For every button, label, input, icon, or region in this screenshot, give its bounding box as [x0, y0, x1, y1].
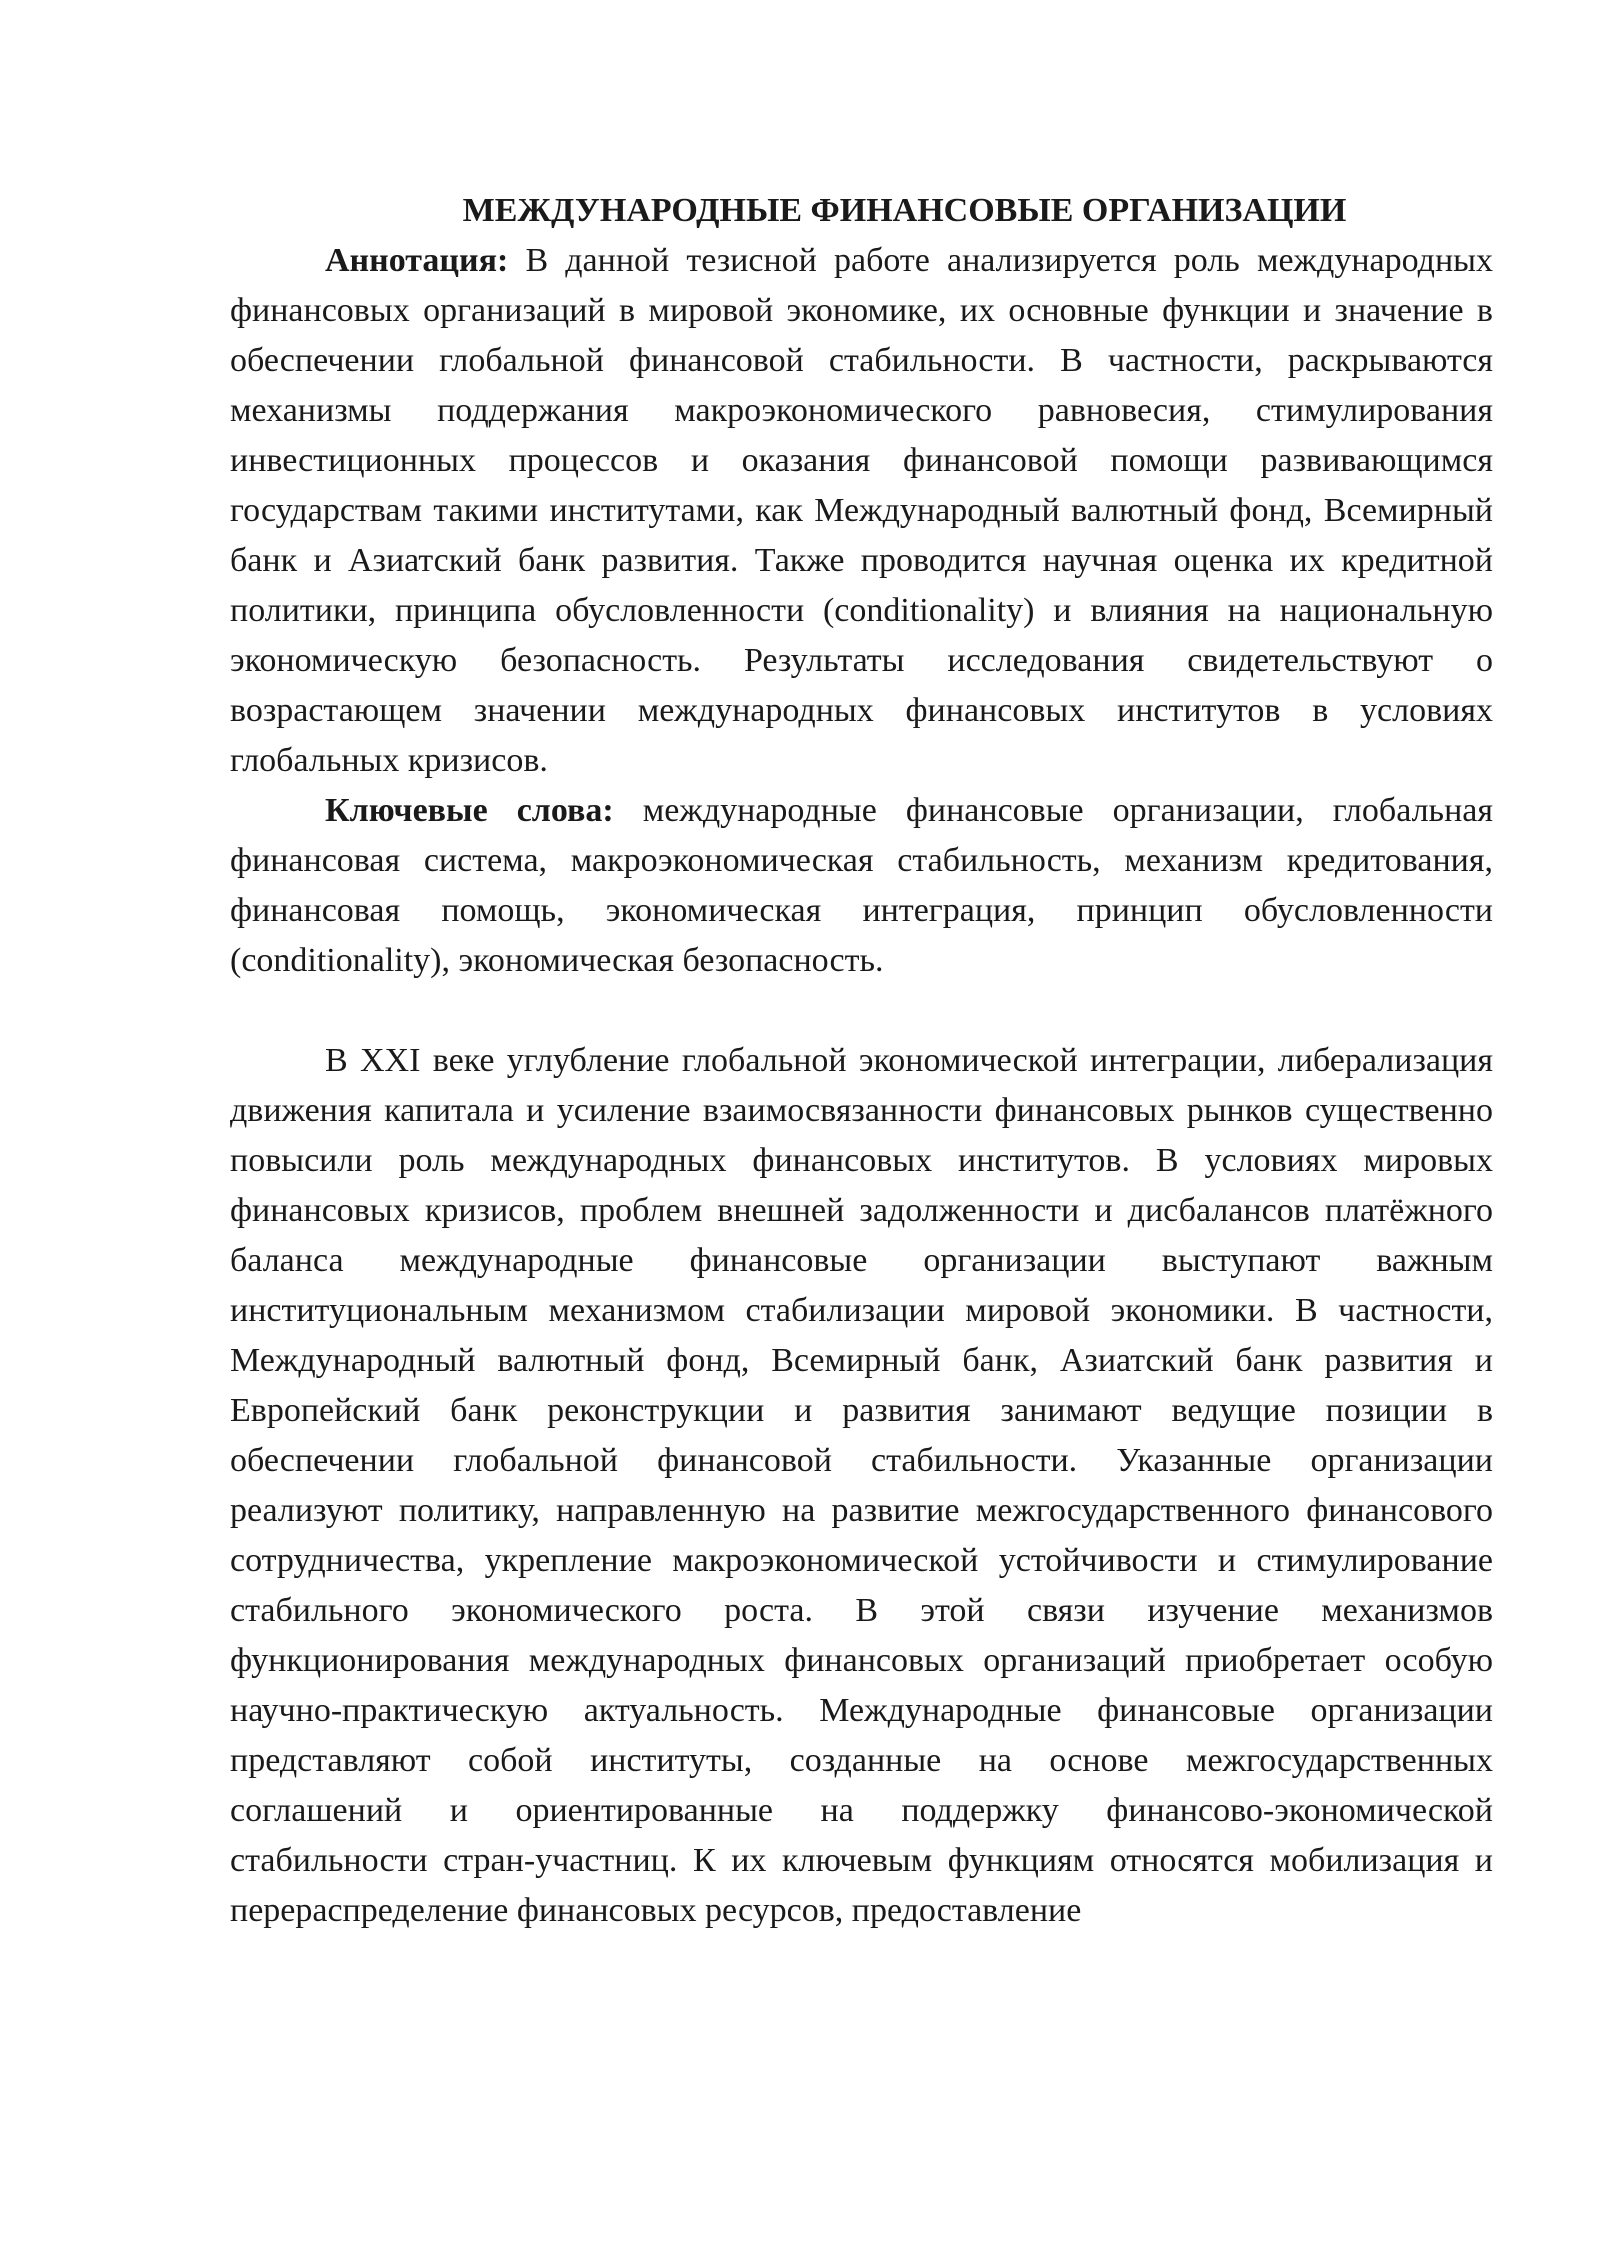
document-page [230, 186, 1493, 1936]
paragraph-spacer [230, 986, 1493, 1036]
keywords-text: международные финансовые организации, глобальная финансовая система, макроэкономическая стабильность, механизм кредитования, финансовая помощь, экономическая интеграция, принцип обусловленности (conditionality), экономическая безопасность. [230, 792, 1493, 979]
body-paragraph: В XXI веке углубление глобальной экономической интеграции, либерализация движения капитала и усиление взаимосвязанности финансовых рынков существенно повысили роль международных финансовых институтов. В условиях мировых финансовых кризисов, проблем внешней задолженности и дисбалансов платёжного баланса международные финансовые организации выступают важным институциональным механизмом стабилизации мировой экономики. В частности, Международный валютный фонд, Всемирный банк, Азиатский банк развития и Европейский банк реконструкции и развития занимают ведущие позиции в обеспечении глобальной финансовой стабильности. Указанные организации реализуют политику, направленную на развитие межгосударственного финансового сотрудничества, укрепление макроэкономической устойчивости и стимулирование стабильного экономического роста. В этой связи изучение механизмов функционирования международных финансовых организаций приобретает особую научно-практическую актуальность. Международные финансовые организации представляют собой институты, созданные на основе межгосударственных соглашений и ориентированные на поддержку финансово-экономической стабильности стран-участниц. К их ключевым функциям относятся мобилизация и перераспределение финансовых ресурсов, предоставление [230, 1042, 1493, 1929]
keywords-paragraph [230, 786, 1493, 986]
annotation-label: Аннотация: [325, 242, 509, 279]
document-title: МЕЖДУНАРОДНЫЕ ФИНАНСОВЫЕ ОРГАНИЗАЦИИ [462, 192, 1347, 229]
keywords-label: Ключевые слова: [325, 792, 614, 829]
annotation-text: В данной тезисной работе анализируется роль международных финансовых организаций в мировой экономике, их основные функции и значение в обеспечении глобальной финансовой стабильности. В частности, раскрываются механизмы поддержания макроэкономического равновесия, стимулирования инвестиционных процессов и оказания финансовой помощи развивающимся государствам такими институтами, как Международный валютный фонд, Всемирный банк и Азиатский банк развития. Также проводится научная оценка их кредитной политики, принципа обусловленности (conditionality) и влияния на национальную экономическую безопасность. Результаты исследования свидетельствуют о возрастающем значении международных финансовых институтов в условиях глобальных кризисов. [230, 242, 1493, 779]
annotation-paragraph [230, 236, 1493, 786]
